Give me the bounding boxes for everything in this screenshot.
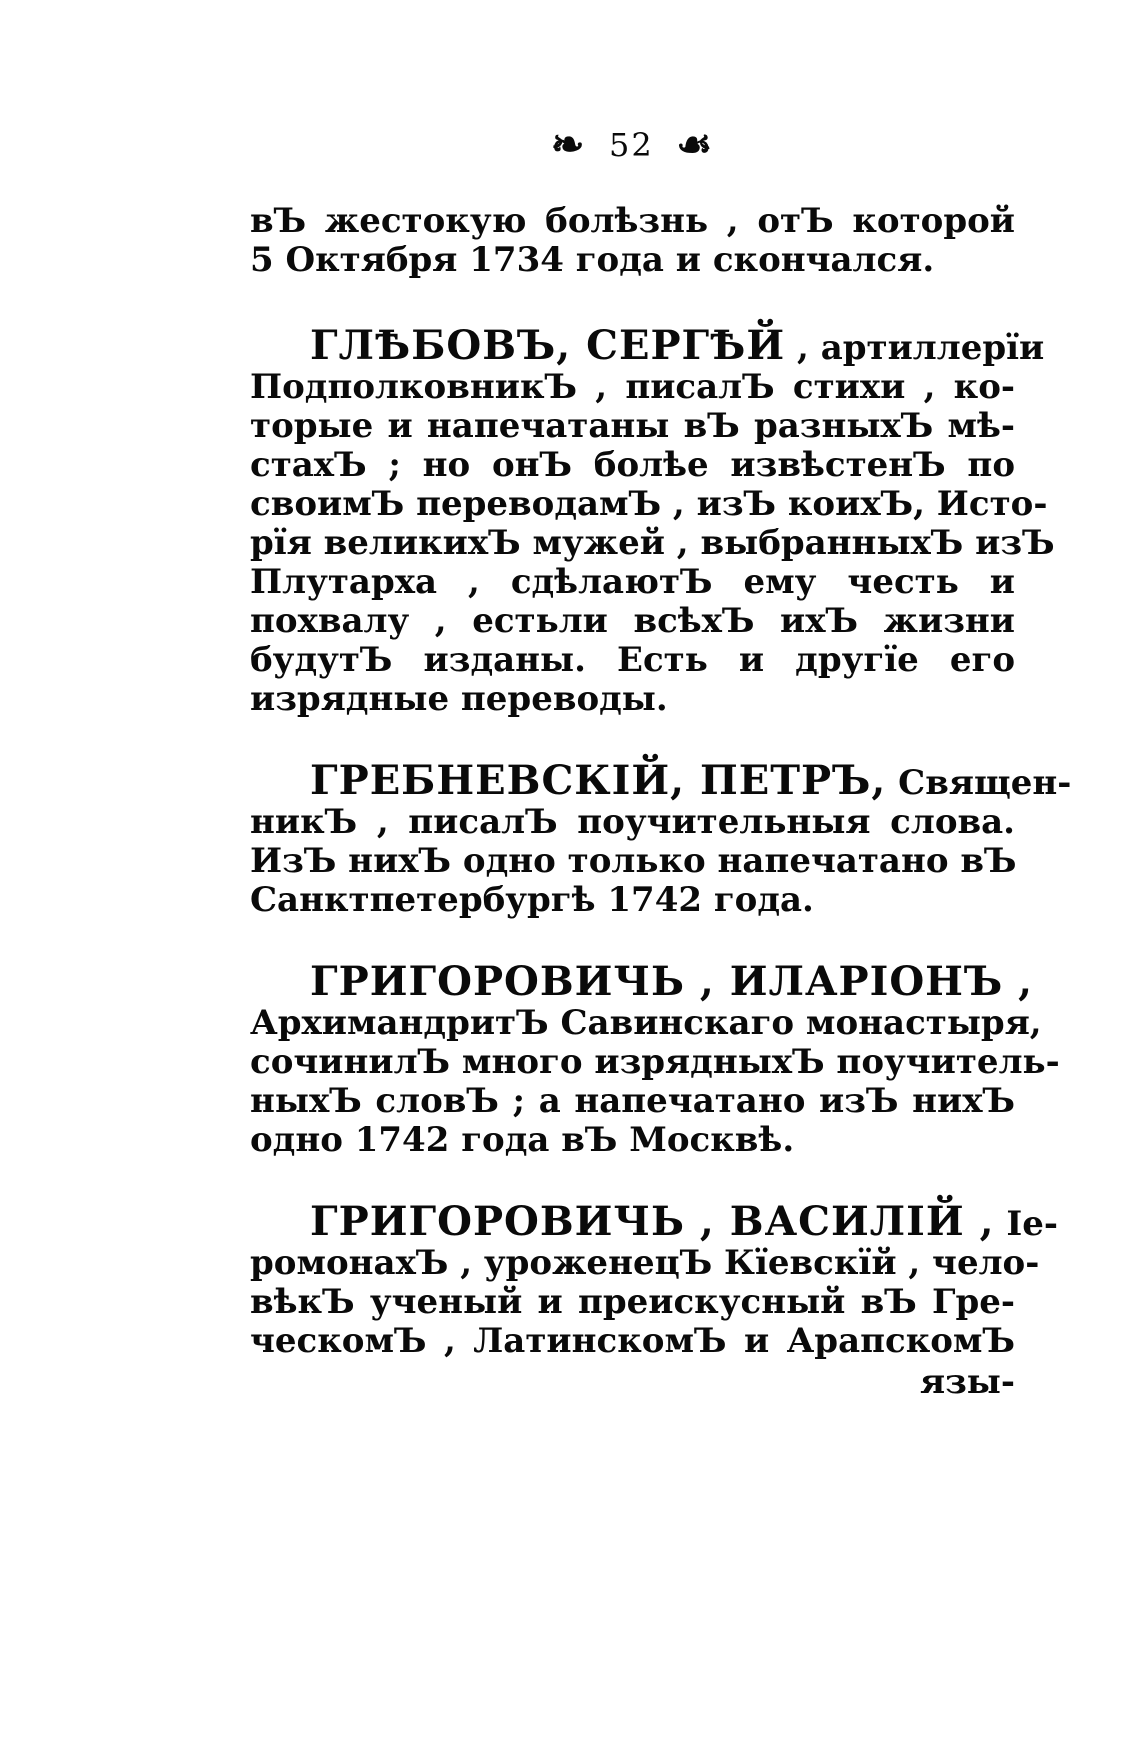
entry-name: ГРИГОРОВИЧЬ , ИЛАРІОНЪ ,	[310, 958, 1034, 1005]
text-line: Плутарха , сдѣлаютЪ ему честь и	[250, 562, 1015, 602]
book-page	[250, 112, 1072, 1402]
continuation-text	[250, 202, 1015, 280]
text-line: ПодполковникЪ , писалЪ стихи , ко-	[250, 367, 1015, 407]
text-line: Санктпетербургѣ 1742 года.	[250, 880, 814, 920]
text-line: будутЪ изданы. Есть и другїе его	[250, 640, 1015, 680]
text-line: 5 Октября 1734 года и скончался.	[250, 240, 935, 280]
text-line: сочинилЪ много изрядныхЪ поучитель-	[250, 1042, 1060, 1082]
entry-heading-rest: , артиллерїи	[797, 328, 1045, 368]
page-number: 52	[608, 126, 654, 164]
entry-name: ГРЕБНЕВСКІЙ, ПЕТРЪ,	[310, 757, 887, 804]
text-line: ческомЪ , ЛатинскомЪ и АрапскомЪ	[250, 1321, 1015, 1361]
entry-heading	[250, 322, 1045, 369]
entry-grebnevsky	[250, 757, 1072, 920]
text-line: АрхимандритЪ Савинскаго монастыря,	[250, 1003, 1042, 1043]
entry-heading	[250, 958, 1034, 1005]
text-line: ныхЪ словЪ ; а напечатано изЪ нихЪ	[250, 1081, 1015, 1121]
ornament-right-icon: ☙	[676, 121, 715, 168]
entry-grigorovich-ilarion	[250, 958, 1060, 1160]
entry-heading-rest: Священ-	[898, 763, 1072, 803]
entry-glebov	[250, 322, 1055, 719]
ornament-left-icon: ❧	[550, 121, 587, 168]
text-line: похвалу , естьли всѣхЪ ихЪ жизни	[250, 601, 1015, 641]
text-line: вѣкЪ ученый и прeискусный вЪ Гре-	[250, 1282, 1015, 1322]
text-line: торые и напечатаны вЪ разныхЪ мѣ-	[250, 406, 1015, 446]
catchword: язы-	[919, 1362, 1015, 1402]
text-line: никЪ , писалЪ поучительныя слова.	[250, 802, 1015, 842]
entry-heading-rest: Іе-	[1006, 1204, 1059, 1244]
entry-grigorovich-vasily	[250, 1198, 1059, 1361]
text-line: одно 1742 года вЪ Москвѣ.	[250, 1120, 795, 1160]
text-line: своимЪ переводамЪ , изЪ коихЪ, Исто-	[250, 484, 1048, 524]
text-line: ИзЪ нихЪ одно только напечатано вЪ	[250, 841, 1017, 881]
page-header	[250, 112, 1015, 172]
entry-name: ГЛѢБОВЪ, СЕРГѢЙ	[310, 322, 786, 369]
entry-heading	[250, 757, 1072, 804]
text-line: рїя великихЪ мужей , выбранныхЪ изЪ	[250, 523, 1055, 563]
text-line: стахЪ ; но онЪ болѣе извѣстенЪ по	[250, 445, 1015, 485]
text-line: ромонахЪ , уроженецЪ Кїевскїй , чело-	[250, 1243, 1040, 1283]
text-line: вЪ жестокую болѣзнь , отЪ которой	[250, 201, 1015, 241]
entry-heading	[250, 1198, 1059, 1245]
entry-name: ГРИГОРОВИЧЬ , ВАСИЛІЙ ,	[310, 1198, 995, 1245]
text-line: изрядные переводы.	[250, 679, 668, 719]
